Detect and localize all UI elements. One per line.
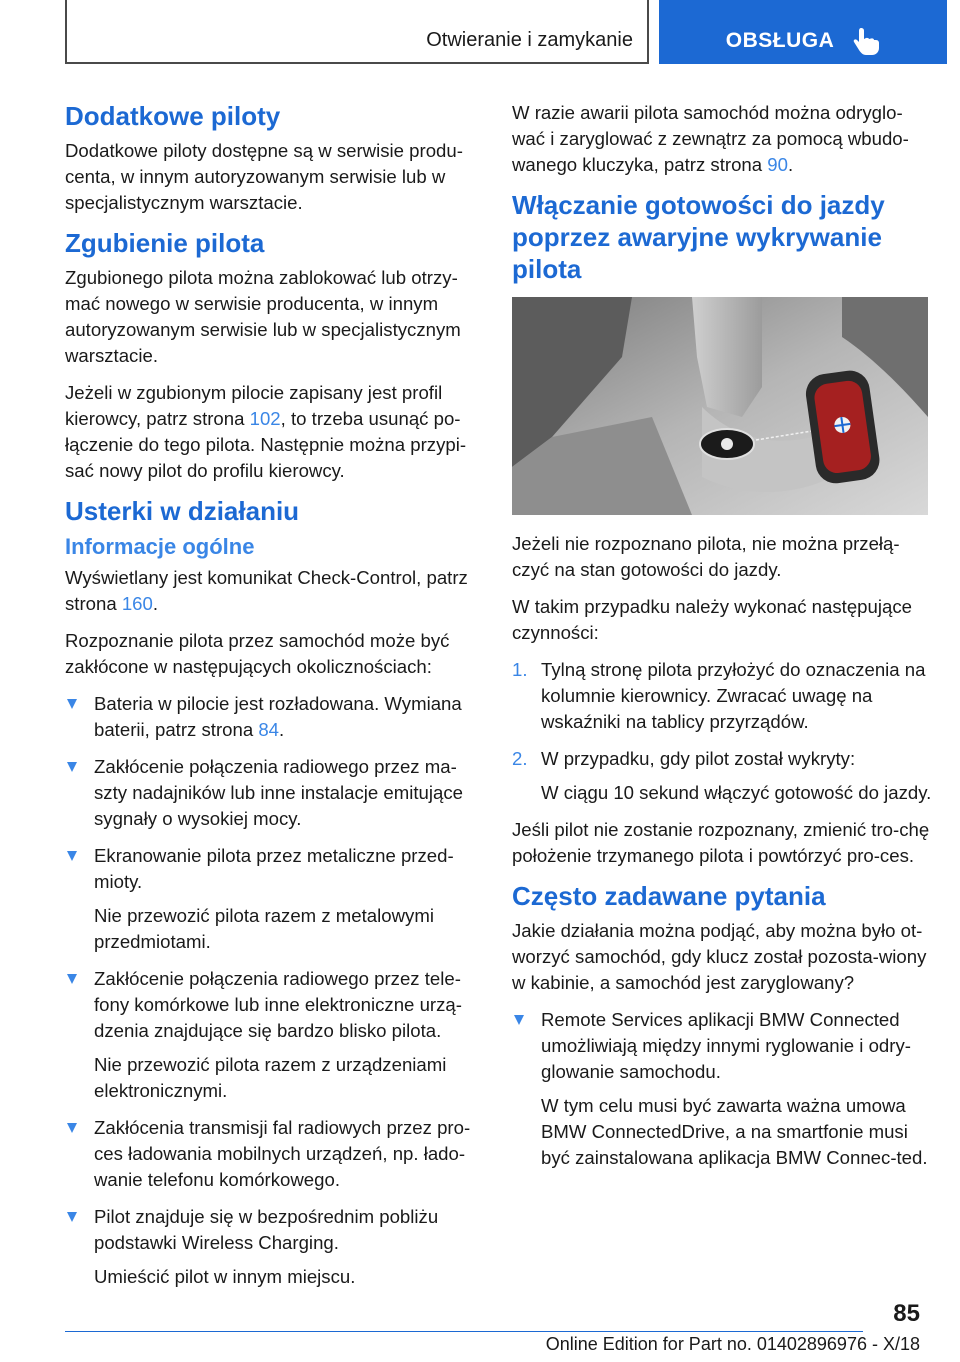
para-not-recognized: Jeżeli nie rozpoznano pilota, nie można przełą-czyć na stan gotowości do jazdy. [512,533,900,580]
list-item-note: Nie przewozić pilota razem z urządzeniami elektronicznymi. [94,1054,447,1101]
triangle-bullet-icon [67,762,77,772]
list-item: Zakłócenia transmisji fal radiowych przez pro-ces ładowania mobilnych urządzeń, np. łado-wanie telefonu komórkowego. [65,1115,483,1193]
section-label: OBSŁUGA [725,29,835,52]
page-link-160[interactable]: 160 [121,593,153,614]
heading-additional-remotes: Dodatkowe piloty [65,101,281,131]
step-number: 1. [512,659,528,680]
heading-lost-remote: Zgubienie pilota [65,228,265,258]
hand-pointer-icon [852,26,880,56]
step-item: 1. Tylną stronę pilota przyłożyć do oznaczenia na kolumnie kierownicy. Zwracać uwagę na wskaźniki na tablicy przyrządów. [512,659,926,732]
triangle-bullet-icon [67,699,77,709]
left-column [65,100,483,1301]
list-item: Zakłócenie połączenia radiowego przez tele-fony komórkowe lub inne elektroniczne urzą-dzenia znajdujące się bardzo blisko pilota. Nie przewozić pilota razem z urządzeniami elektronicznymi. [65,966,483,1104]
heading-faults: Usterki w działaniu [65,496,300,526]
list-item-note: Umieścić pilot w innym miejscu. [94,1266,356,1287]
page-link-90[interactable]: 90 [767,154,788,175]
heading-general-info: Informacje ogólne [65,534,255,559]
triangle-bullet-icon [67,974,77,984]
heading-emergency-detection: Włączanie gotowości do jazdy poprzez awaryjne wykrywanie pilota [512,190,885,284]
edition-note: Online Edition for Part no. 01402896976 - X/18 [545,1334,920,1354]
right-column [512,100,932,1182]
list-item: Zakłócenie połączenia radiowego przez ma-szty nadajników lub inne instalacje emitujące sygnały o wysokiej mocy. [65,754,483,832]
step-note: W ciągu 10 sekund włączyć gotowość do jazdy. [541,782,932,803]
triangle-bullet-icon [67,851,77,861]
para-lost-remote: Zgubionego pilota można zablokować lub otrzy-mać nowego w serwisie producenta, w innym autoryzowanym serwisie lub w specjalistycznym warsztacie. [65,267,461,366]
para-additional-remotes: Dodatkowe piloty dostępne są w serwisie produ-centa, w innym autoryzowanym serwisie lub w specjalistycznym warsztacie. [65,140,463,213]
list-item-note: Nie przewozić pilota razem z metalowymi przedmiotami. [94,905,434,952]
para-faq-question: Jakie działania można podjąć, aby można było ot-worzyć samochód, gdy klucz został pozosta-wiony w kabinie, a samochód jest zaryglowany? [512,920,927,993]
triangle-bullet-icon [67,1123,77,1133]
para-steps-intro: W takim przypadku należy wykonać następujące czynności: [512,596,912,643]
chapter-tab [65,0,649,64]
list-item-note: W tym celu musi być zawarta ważna umowa BMW ConnectedDrive, a na smartfonie musi być zainstalowana aplikacja BMW Connec-ted. [541,1095,928,1168]
list-item: Ekranowanie pilota przez metaliczne przed-mioty. Nie przewozić pilota razem z metalowymi przedmiotami. [65,843,483,955]
para-disturbances: Rozpoznanie pilota przez samochód może być zakłócone w następujących okolicznościach: [65,630,450,677]
steering-column-photo [512,297,928,515]
list-item: Remote Services aplikacji BMW Connected umożliwiają między innymi ryglowanie i odry-glowanie samochodu. W tym celu musi być zawarta ważna umowa BMW ConnectedDrive, a na smartfonie musi być zainstalowana aplikacja BMW Connec-ted. [512,1007,932,1171]
list-item: Pilot znajduje się w bezpośrednim pobliżu podstawki Wireless Charging. Umieścić pilot w innym miejscu. [65,1204,483,1290]
heading-faq: Często zadawane pytania [512,881,826,911]
chapter-title: Otwieranie i zamykanie [426,28,633,51]
page-number: 85 [893,1300,920,1327]
triangle-bullet-icon [514,1015,524,1025]
page-link-102[interactable]: 102 [249,408,281,429]
para-emergency-key: W razie awarii pilota samochód można odryglo-wać i zaryglować z zewnątrz za pomocą wbudo-wanego kluczyka, patrz strona 90. [512,102,909,175]
para-profile: Jeżeli w zgubionym pilocie zapisany jest profil kierowcy, patrz strona 102, to trzeba usunąć po-łączenie do tego pilota. Następnie można przypi-sać nowy pilot do profilu kierowcy. [65,382,467,481]
para-check-control: Wyświetlany jest komunikat Check-Control, patrz strona 160. [65,567,468,614]
para-retry: Jeśli pilot nie zostanie rozpoznany, zmienić tro-chę położenie trzymanego pilota i powtórzyć pro-ces. [512,819,930,866]
page-link-84[interactable]: 84 [258,719,280,740]
triangle-bullet-icon [67,1212,77,1222]
steps-list [512,657,932,806]
section-tab [659,0,947,64]
step-item: 2. W przypadku, gdy pilot został wykryty: W ciągu 10 sekund włączyć gotowość do jazdy. [512,746,932,806]
footer-divider [65,1331,863,1332]
list-item: Bateria w pilocie jest rozładowana. Wymiana baterii, patrz strona 84. [65,691,483,743]
disturbance-list [65,691,483,1290]
faq-list [512,1007,932,1171]
step-number: 2. [512,748,528,769]
